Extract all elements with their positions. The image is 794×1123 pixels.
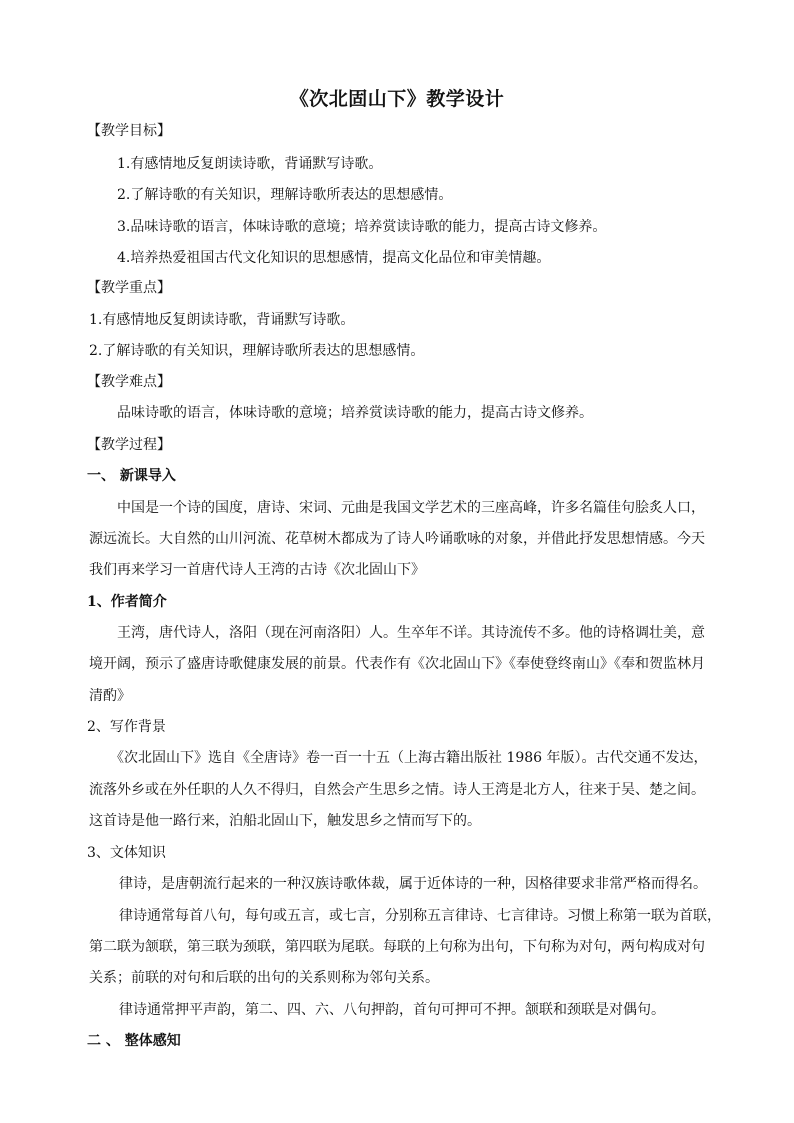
key-point: 1.有感情地反复朗读诗歌，背诵默写诗歌。 [89, 312, 355, 328]
background-heading: 2、写作背景 [87, 719, 166, 735]
author-heading: 1、作者简介 [87, 594, 167, 610]
paragraph-line: 律诗通常押平声韵，第二、四、六、八句押韵，首句可押可不押。颔联和颈联是对偶句。 [119, 1002, 665, 1018]
paragraph-line: 关系；前联的对句和后联的出句的关系则称为邻句关系。 [89, 970, 439, 986]
paragraph-line: 律诗通常每首八句，每句或五言，或七言，分别称五言律诗、七言律诗。习惯上称第一联为首联， [119, 908, 721, 924]
goal-item: 2.了解诗歌的有关知识，理解诗歌所表达的思想感情。 [117, 187, 453, 203]
difficult-text: 品味诗歌的语言，体味诗歌的意境；培养赏读诗歌的能力，提高古诗文修养。 [117, 405, 593, 421]
paragraph-line: 《次北固山下》选自《全唐诗》卷一百一十五（上海古籍出版社 1986 年版）。古代交通不发达， [110, 750, 708, 766]
section1-heading: 一、 新课导入 [87, 468, 176, 484]
paragraph-line: 王湾，唐代诗人，洛阳（现在河南洛阳）人。生卒年不详。其诗流传不多。他的诗格调壮美，意 [117, 625, 705, 641]
goal-item: 3.品味诗歌的语言，体味诗歌的意境；培养赏读诗歌的能力，提高古诗文修养。 [117, 219, 607, 235]
section2-heading: 二 、 整体感知 [87, 1033, 181, 1049]
paragraph-line: 清酌》 [89, 688, 131, 704]
goals-heading: 【教学目标】 [87, 123, 171, 139]
paragraph-line: 中国是一个诗的国度，唐诗、宋词、元曲是我国文学艺术的三座高峰，许多名篇佳句脍炙人口， [117, 500, 705, 516]
paragraph-line: 第二联为颔联，第三联为颈联，第四联为尾联。每联的上句称为出句，下句称为对句，两句构成对句 [89, 939, 705, 955]
paragraph-line: 这首诗是他一路行来，泊船北固山下，触发思乡之情而写下的。 [89, 813, 481, 829]
process-heading: 【教学过程】 [87, 437, 171, 453]
paragraph-line: 律诗，是唐朝流行起来的一种汉族诗歌体裁，属于近体诗的一种，因格律要求非常严格而得名。 [119, 876, 707, 892]
goal-item: 4.培养热爱祖国古代文化知识的思想感情，提高文化品位和审美情趣。 [117, 250, 551, 266]
paragraph-line: 境开阔，预示了盛唐诗歌健康发展的前景。代表作有《次北固山下》《奉使登终南山》《奉和贺监林月 [89, 656, 705, 672]
genre-heading: 3、文体知识 [87, 845, 166, 861]
paragraph-line: 流落外乡或在外任职的人久不得归，自然会产生思乡之情。诗人王湾是北方人，往来于吴、楚之间。 [89, 782, 705, 798]
key-heading: 【教学重点】 [87, 280, 171, 296]
paragraph-line: 我们再来学习一首唐代诗人王湾的古诗《次北固山下》 [89, 562, 425, 578]
key-point: 2.了解诗歌的有关知识，理解诗歌所表达的思想感情。 [89, 343, 425, 359]
goal-item: 1.有感情地反复朗读诗歌，背诵默写诗歌。 [117, 156, 383, 172]
difficult-heading: 【教学难点】 [87, 374, 171, 390]
page-title: 《次北固山下》教学设计 [289, 88, 505, 110]
paragraph-line: 源远流长。大自然的山川河流、花草树木都成为了诗人吟诵歌咏的对象，并借此抒发思想情感。今天 [89, 531, 705, 547]
